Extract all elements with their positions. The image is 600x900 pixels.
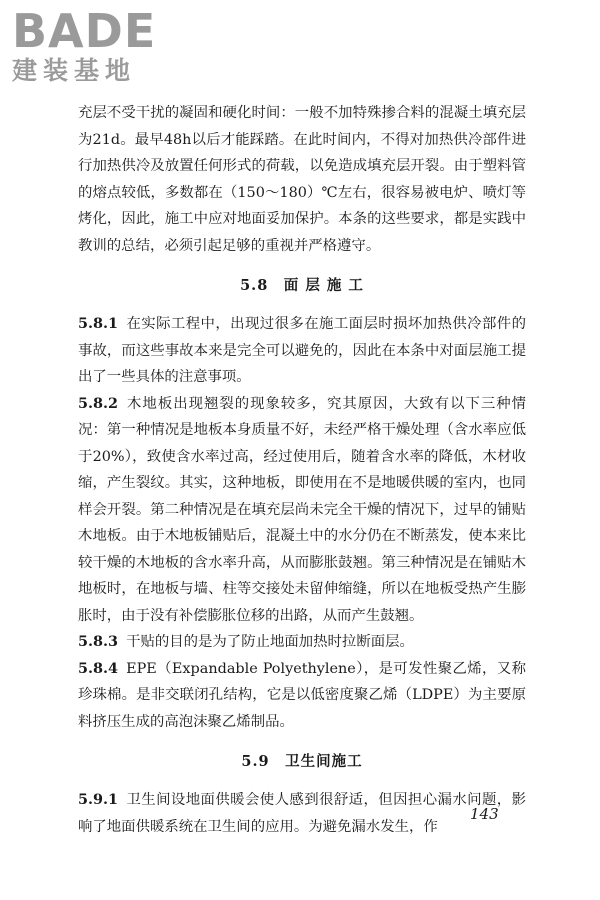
clause-text: 卫生间设地面供暖会使人感到很舒适，但因担心漏水问题，影响了地面供暖系统在卫生间的应用。为避免漏水发生，作 [78,792,526,835]
clause-5-8-2 [78,391,526,630]
page-number: 143 [470,805,499,823]
clause-number: 5.8.4 [78,659,119,677]
clause-text: 干贴的目的是为了防止地面加热时拉断面层。 [126,634,414,650]
clause-number: 5.9.1 [78,791,119,808]
clause-number: 5.8.1 [78,315,119,332]
publisher-logo [12,4,182,86]
clause-text: 木地板出现翘裂的现象较多，究其原因，大致有以下三种情况：第一种情况是地板本身质量不好，未经严格干燥处理（含水率应低于20%），致使含水率过高，经过使用后，随着含水率的降低，木材收缩，产生裂纹。其实，这种地板，即使用在不是地暖供暖的室内，也同样会开裂。第二种情况是在填充层尚未完全干燥的情况下，过早的铺贴木地板。由于木地板铺贴后，混凝土中的水分仍在不断蒸发，使本来比较干燥的木地板的含水率升高，从而膨胀鼓翘。第三种情况是在铺贴木地板时，在地板与墙、柱等交接处未留伸缩缝，所以在地板受热产生膨胀时，由于没有补偿膨胀位移的出路，从而产生鼓翘。 [78,395,526,624]
intro-paragraph: 充层不受干扰的凝固和硬化时间：一般不加特殊掺合料的混凝土填充层为21d。最早48h以后才能踩踏。在此时间内，不得对加热供冷部件进行加热供冷及放置任何形式的荷载，以免造成填充层开裂。由于塑料管的熔点较低，多数都在（150～180）℃左右，很容易被电炉、喷灯等烤化，因此，施工中应对地面妥加保护。本条的这些要求，都是实践中教训的总结，必须引起足够的重视并严格遵守。 [78,105,526,254]
logo-subtitle: 建装基地 [12,56,137,85]
logo-wordmark: BADE [12,4,157,58]
clause-number: 5.8.2 [78,394,119,412]
section-heading-5-8: 5.8 面 层 施 工 [240,277,364,294]
clause-5-8-1 [78,311,526,391]
clause-number: 5.8.3 [78,633,119,650]
page-body [78,100,526,840]
clause-5-8-3 [78,629,526,656]
clause-5-9-1 [78,787,526,840]
clause-text: EPE（Expandable Polyethylene），是可发性聚乙烯，又称珍珠棉。是非交联闭孔结构，它是以低密度聚乙烯（LDPE）为主要原料挤压生成的高泡沫聚乙烯制品。 [78,660,526,730]
section-heading-5-9: 5.9 卫生间施工 [241,753,363,770]
clause-5-8-4 [78,656,526,736]
clause-text: 在实际工程中，出现过很多在施工面层时损坏加热供冷部件的事故，而这些事故本来是完全可以避免的，因此在本条中对面层施工提出了一些具体的注意事项。 [78,316,526,385]
